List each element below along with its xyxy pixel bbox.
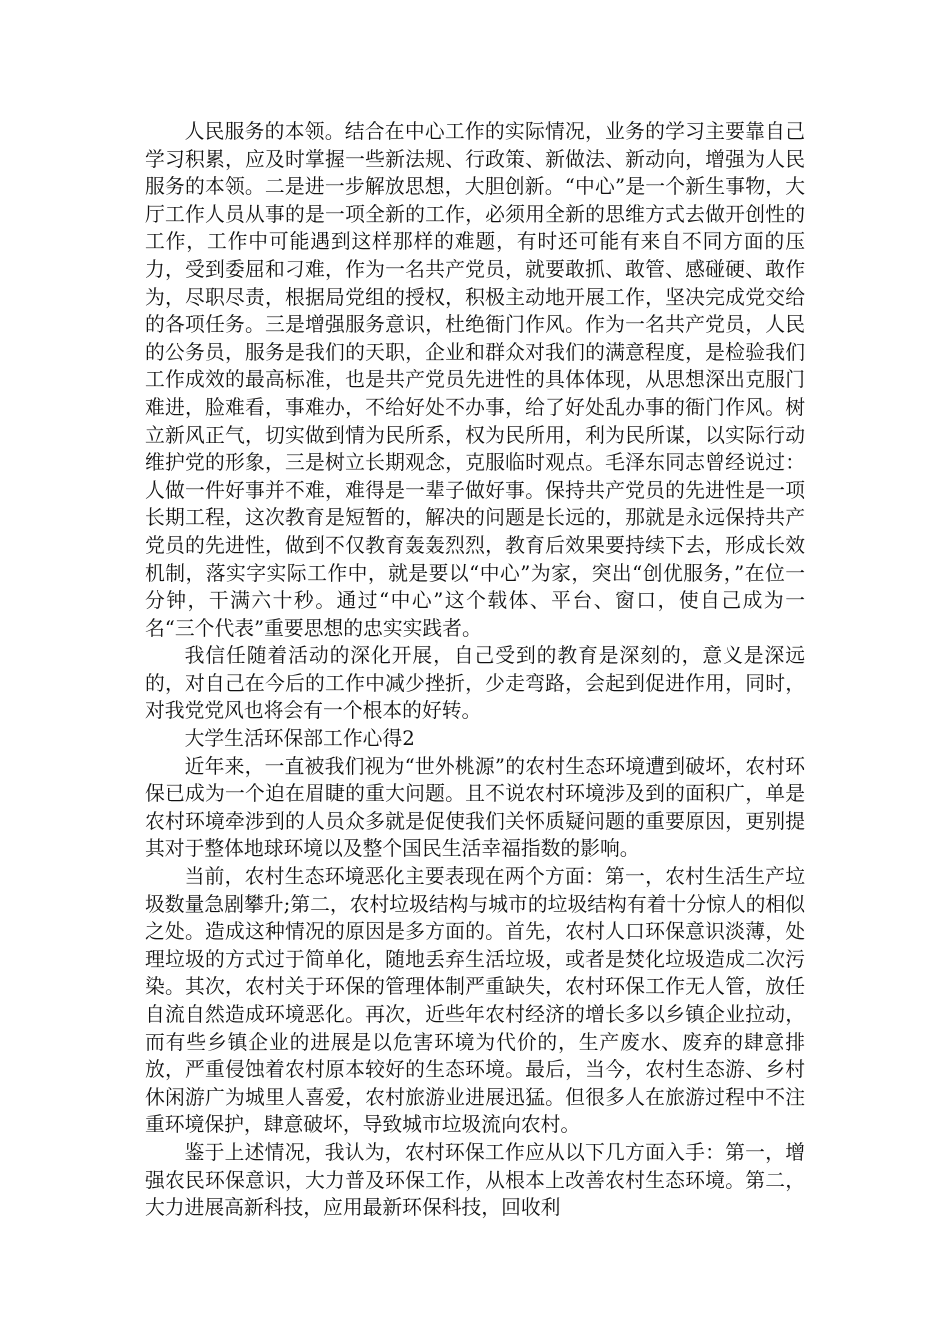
paragraph-2: 我信任随着活动的深化开展，自己受到的教育是深刻的，意义是深远的，对自己在今后的工作中减少挫折，少走弯路，会起到促进作用，同时，对我党党风也将会有一个根本的好转。 — [145, 644, 805, 723]
section-title: 大学生活环保部工作心得2 — [184, 727, 415, 751]
paragraph-4: 当前，农村生态环境恶化主要表现在两个方面：第一，农村生活生产垃圾数量急剧攀升;第二，农村垃圾结构与城市的垃圾结构有着十分惊人的相似之处。造成这种情况的原因是多方面的。首先，农村人口环保意识淡薄，处理垃圾的方式过于简单化，随地丢弃生活垃圾，或者是焚化垃圾造成二次污染。其次，农村关于环保的管理体制严重缺失，农村环保工作无人管，放任自流自然造成环境恶化。再次，近些年农村经济的增长多以乡镇企业拉动，而有些乡镇企业的进展是以危害环境为代价的，生产废水、废弃的肆意排放，严重侵蚀着农村原本较好的生态环境。最后，当今，农村生态游、乡村休闲游广为城里人喜爱，农村旅游业进展迅猛。但很多人在旅游过程中不注重环境保护，肆意破坏，导致城市垃圾流向农村。 — [145, 865, 805, 1137]
paragraph-1: 人民服务的本领。结合在中心工作的实际情况，业务的学习主要靠自己学习积累，应及时掌握一些新法规、行政策、新做法、新动向，增强为人民服务的本领。二是进一步解放思想，大胆创新。“中心”是一个新生事物，大厅工作人员从事的是一项全新的工作，必须用全新的思维方式去做开创性的工作，工作中可能遇到这样那样的难题，有时还可能有来自不同方面的压力，受到委屈和刁难，作为一名共产党员，就要敢抓、敢管、感碰硬、敢作为，尽职尽责，根据局党组的授权，积极主动地开展工作，坚决完成党交给的各项任务。三是增强服务意识，杜绝衙门作风。作为一名共产党员，人民的公务员，服务是我们的天职，企业和群众对我们的满意程度，是检验我们工作成效的最高标准，也是共产党员先进性的具体体现，从思想深出克服门难进，脸难看，事难办，不给好处不办事，给了好处乱办事的衙门作风。树立新风正气，切实做到情为民所系，权为民所用，利为民所谋，以实际行动维护党的形象，三是树立长期观念，克服临时观点。毛泽东同志曾经说过：人做一件好事并不难，难得是一辈子做好事。保持共产党员的先进性是一项长期工程，这次教育是短暂的，解决的问题是长远的，那就是永远保持共产党员的先进性，做到不仅教育轰轰烈烈，教育后效果要持续下去，形成长效机制，落实字实际工作中，就是要以“中心”为家，突出“创优服务，”在位一分钟，干满六十秒。通过“中心”这个载体、平台、窗口，使自己成为一名“三个代表”重要思想的忠实实践者。 — [145, 120, 805, 640]
document-page — [145, 118, 805, 1222]
paragraph-3: 近年来，一直被我们视为“世外桃源”的农村生态环境遭到破坏，农村环保已成为一个迫在眉睫的重大问题。且不说农村环境涉及到的面积广，单是农村环境牵涉到的人员众多就是促使我们关怀质疑问题的重要原因，更别提其对于整体地球环境以及整个国民生活幸福指数的影响。 — [145, 754, 805, 861]
paragraph-5: 鉴于上述情况，我认为，农村环保工作应从以下几方面入手：第一，增强农民环保意识，大力普及环保工作，从根本上改善农村生态环境。第二，大力进展高新科技，应用最新环保科技，回收利 — [145, 1140, 805, 1220]
